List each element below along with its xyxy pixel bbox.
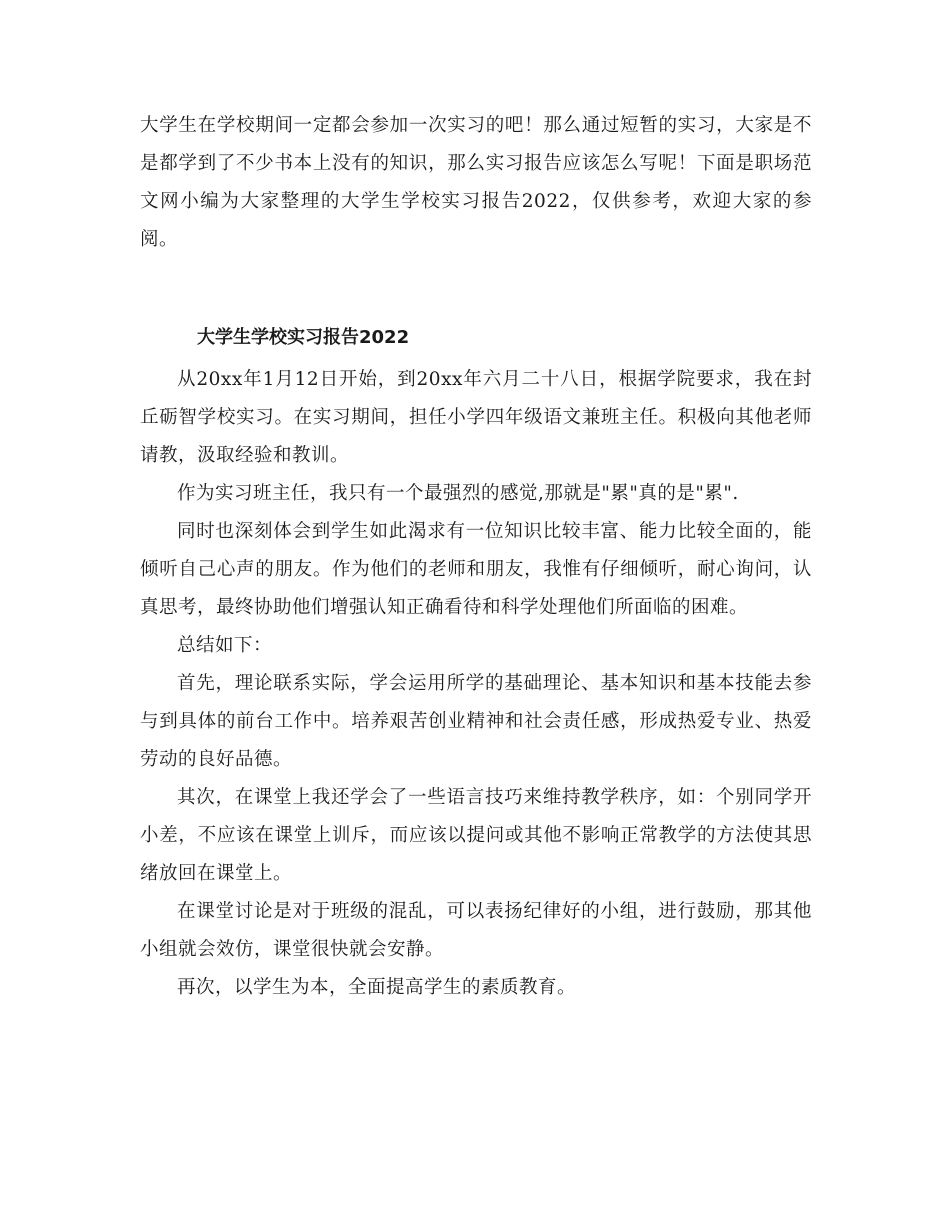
body-paragraph: 从20xx年1月12日开始，到20xx年六月二十八日，根据学院要求，我在封丘砺智学校实习。在实习期间，担任小学四年级语文兼班主任。积极向其他老师请教，汲取经验和教训。 <box>140 369 812 466</box>
body-paragraph: 作为实习班主任，我只有一个最强烈的感觉,那就是"累"真的是"累". <box>177 483 739 504</box>
body-paragraph: 首先，理论联系实际，学会运用所学的基础理论、基本知识和基本技能去参与到具体的前台工作中。培养艰苦创业精神和社会责任感，形成热爱专业、热爱劳动的良好品德。 <box>140 673 812 770</box>
body-paragraph: 再次，以学生为本，全面提高学生的素质教育。 <box>177 977 577 998</box>
body-paragraph: 在课堂讨论是对于班级的混乱，可以表扬纪律好的小组，进行鼓励，那其他小组就会效仿，课堂很快就会安静。 <box>140 901 812 960</box>
body-paragraph: 同时也深刻体会到学生如此渴求有一位知识比较丰富、能力比较全面的，能倾听自己心声的朋友。作为他们的老师和朋友，我惟有仔细倾听，耐心询问，认真思考，最终协助他们增强认知正确看待和科学处理他们所面临的困难。 <box>140 521 812 618</box>
body-paragraph: 总结如下： <box>177 635 273 656</box>
document-body <box>140 361 812 1007</box>
document-title: 大学生学校实习报告2022 <box>197 327 410 348</box>
intro-paragraph: 大学生在学校期间一定都会参加一次实习的吧！那么通过短暂的实习，大家是不是都学到了不少书本上没有的知识，那么实习报告应该怎么写呢！下面是职场范文网小编为大家整理的大学生学校实习报告2022，仅供参考，欢迎大家的参阅。 <box>140 115 812 250</box>
body-paragraph: 其次，在课堂上我还学会了一些语言技巧来维持教学秩序，如：个别同学开小差，不应该在课堂上训斥，而应该以提问或其他不影响正常教学的方法使其思绪放回在课堂上。 <box>140 787 812 884</box>
